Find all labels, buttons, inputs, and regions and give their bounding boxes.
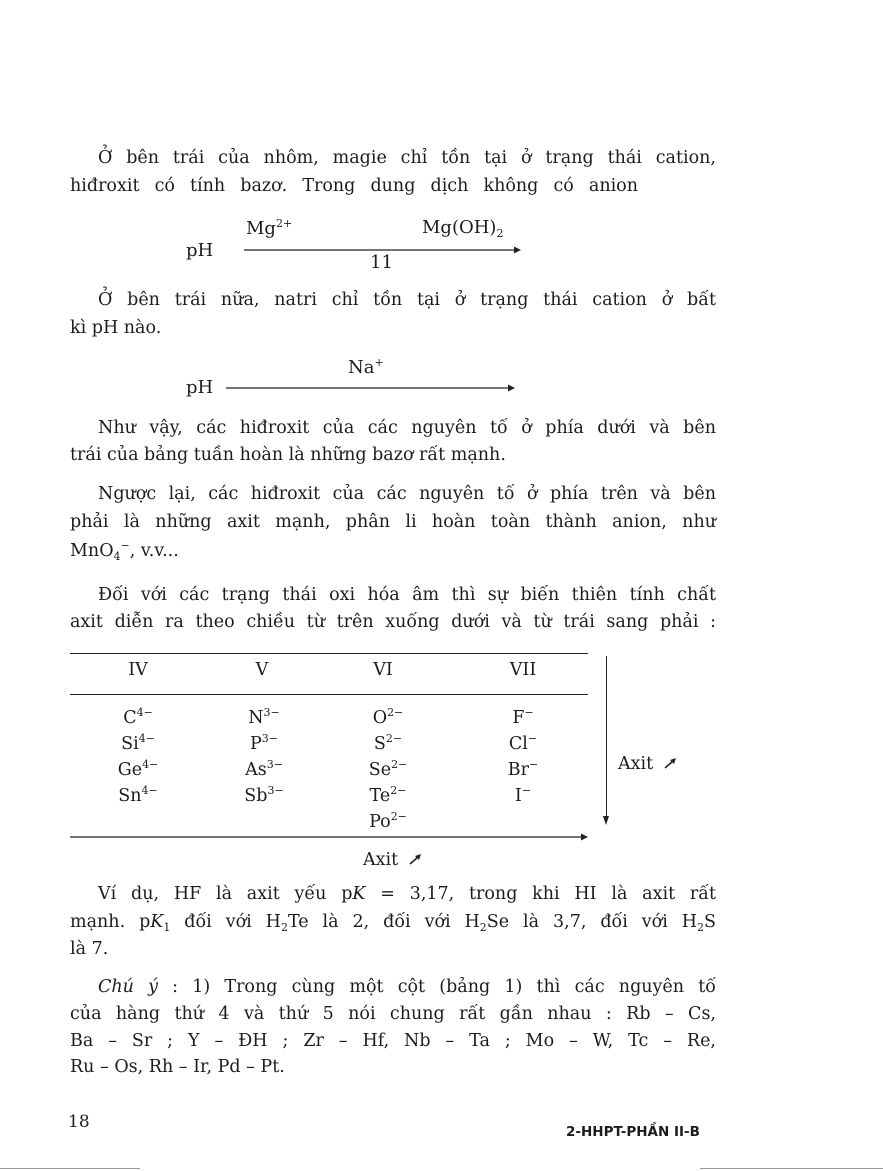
footer-code: 2-HHPT-PHẦN II-B xyxy=(566,1124,700,1140)
ion-cell: $S^{2-}$ xyxy=(373,732,403,754)
eq1-ph-label: pH xyxy=(186,240,214,261)
paragraph-4-line-3: MnO$_4$−, v.v... xyxy=(70,539,179,563)
ion-cell: $O^{2-}$ xyxy=(372,706,404,728)
ion-cell: F− xyxy=(512,706,534,728)
ion-cell: $N^{3-}$ xyxy=(248,706,280,728)
eq1-species-mgoh2: $Mg(OH)_2$ xyxy=(422,217,504,240)
paragraph-4-line-2: phải là những axit mạnh, phân li hoàn toàn thành anion, như xyxy=(70,512,716,532)
example-line-2: mạnh. $pK_1$ đối với $H_2Te$ là 2, đối với $H_2Se$ là 3,7, đối với $H_2S$ xyxy=(70,912,716,934)
paragraph-5-line-1: Đối với các trạng thái oxi hóa âm thì sự biến thiên tính chất xyxy=(98,585,716,605)
scan-edge-line xyxy=(0,1168,140,1169)
table-top-rule xyxy=(70,653,588,654)
note-line-2: của hàng thứ 4 và thứ 5 nói chung rất gần nhau : Rb – Cs, xyxy=(70,1004,716,1024)
table-column-v xyxy=(229,700,299,804)
ion-cell: $Sb^{3-}$ xyxy=(244,784,284,806)
note-line-1: Chú ý : 1) Trong cùng một cột (bảng 1) thì các nguyên tố xyxy=(98,977,716,997)
right-axit-label: Axit xyxy=(618,754,677,774)
eq2-species-na: Na+ xyxy=(348,356,384,378)
scan-edge-line xyxy=(700,1168,883,1169)
table-header-iv: IV xyxy=(128,660,148,680)
note-line-4: Ru – Os, Rh – Ir, Pd – Pt. xyxy=(70,1057,285,1077)
paragraph-2-line-2: kì pH nào. xyxy=(70,318,162,338)
bottom-axit-label: Axit xyxy=(363,850,422,870)
paragraph-5-line-2: axit diễn ra theo chiều từ trên xuống dưới và từ trái sang phải : xyxy=(70,612,716,632)
ion-cell: Cl− xyxy=(508,732,538,754)
ion-cell: $Se^{2-}$ xyxy=(368,758,408,780)
ion-cell: $P^{3-}$ xyxy=(250,732,278,754)
eq2-ph-label: pH xyxy=(186,377,214,398)
ion-cell: $Po^{2-}$ xyxy=(369,810,407,832)
table-header-rule xyxy=(70,694,588,695)
note-line-3: Ba – Sr ; Y – ĐH ; Zr – Hf, Nb – Ta ; Mo – W, Tc – Re, xyxy=(70,1031,716,1051)
ion-cell: $Te^{2-}$ xyxy=(369,784,407,806)
paragraph-4-line-1: Ngược lại, các hiđroxit của các nguyên tố ở phía trên và bên xyxy=(98,484,716,504)
ion-cell: $Ge^{4-}$ xyxy=(117,758,159,780)
example-line-3: là 7. xyxy=(70,939,109,959)
ion-cell: Br− xyxy=(507,758,539,780)
eq2-arrow xyxy=(226,382,516,394)
table-header-vii: VII xyxy=(509,660,537,680)
ion-cell: I− xyxy=(514,784,532,806)
eq1-species-mg: $Mg^{2+}$ xyxy=(246,217,293,239)
paragraph-2-line-1: Ở bên trái nữa, natri chỉ tồn tại ở trạng thái cation ở bất xyxy=(98,290,716,310)
table-header-vi: VI xyxy=(373,660,393,680)
paragraph-1-line-2: hiđroxit có tính bazơ. Trong dung dịch không có anion xyxy=(70,176,638,196)
table-right-rule xyxy=(606,656,607,821)
table-column-vii xyxy=(488,700,558,804)
ion-cell: $Si^{4-}$ xyxy=(121,732,155,754)
bottom-trend-arrow xyxy=(70,831,590,843)
up-right-arrow-icon xyxy=(663,758,677,770)
paragraph-3-line-1: Như vậy, các hiđroxit của các nguyên tố ở phía dưới và bên xyxy=(98,418,716,438)
ion-cell: $Sn^{4-}$ xyxy=(118,784,158,806)
table-column-vi xyxy=(353,700,423,830)
ion-cell: $C^{4-}$ xyxy=(123,706,153,728)
table-column-iv xyxy=(103,700,173,804)
eq1-value: 11 xyxy=(370,252,393,273)
table-header-v: V xyxy=(255,660,269,680)
paragraph-3-line-2: trái của bảng tuần hoàn là những bazơ rất mạnh. xyxy=(70,445,506,465)
right-arrow-tip xyxy=(601,816,611,828)
ion-cell: $As^{3-}$ xyxy=(245,758,283,780)
permanganate-formula: MnO$_4$− xyxy=(70,539,130,563)
example-line-1: Ví dụ, HF là axit yếu pK = 3,17, trong khi HI là axit rất xyxy=(98,884,716,904)
up-right-arrow-icon xyxy=(408,854,422,866)
page-number: 18 xyxy=(68,1112,90,1132)
paragraph-1-line-1: Ở bên trái của nhôm, magie chỉ tồn tại ở trạng thái cation, xyxy=(98,148,716,168)
